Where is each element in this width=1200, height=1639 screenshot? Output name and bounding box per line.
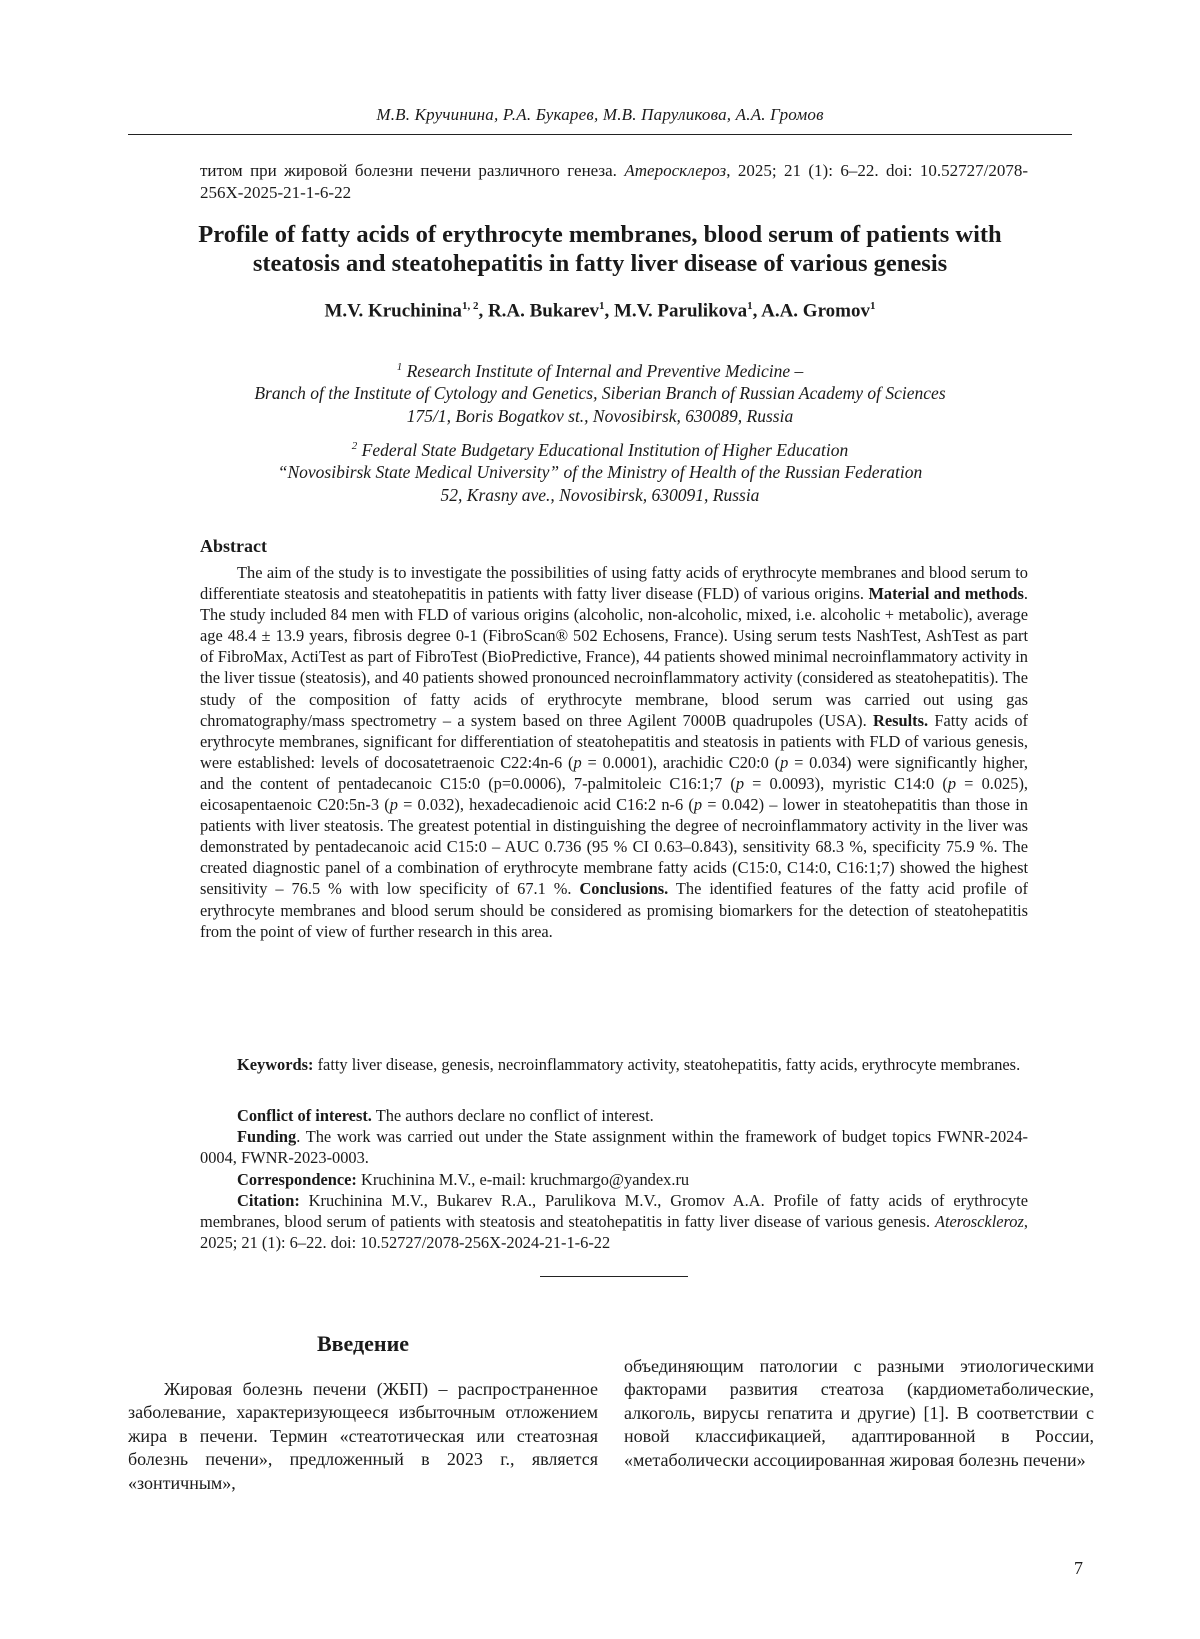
abstract-body — [200, 562, 1028, 942]
intro-left-column: Жировая болезнь печени (ЖБП) – распространенное заболевание, характеризующееся избыточным отложением жира в печени. Термин «стеатотическая или стеатозная болезнь печени», предложенный в 2023 г., является «зонтичным», — [128, 1378, 598, 1495]
author-list — [140, 300, 1060, 322]
top-citation-rest: , 2025; 21 (1): 6–22. doi: 10.52727/2078-256X-2025-21-1-6-22 — [200, 161, 1028, 202]
author-name: M.V. Kruchinina — [325, 300, 462, 321]
citation — [200, 1190, 1028, 1254]
keywords-text: fatty liver disease, genesis, necroinflammatory activity, steatohepatitis, fatty acids, erythrocyte membranes. — [313, 1055, 1020, 1074]
p-value-symbol: p — [780, 753, 788, 772]
correspondence-text: Kruchinina M.V., e-mail: kruchmargo@yandex.ru — [357, 1170, 689, 1189]
header-rule — [128, 134, 1072, 135]
affiliation-line: 175/1, Boris Bogatkov st., Novosibirsk, 630089, Russia — [140, 405, 1060, 428]
citation-rest: , 2025; 21 (1): 6–22. doi: 10.52727/2078-256X-2024-21-1-6-22 — [200, 1212, 1028, 1252]
results-label: Results. — [873, 711, 928, 730]
correspondence — [200, 1169, 1028, 1190]
affiliation-mark: 1 — [397, 361, 403, 373]
abstract-heading: Abstract — [200, 536, 267, 557]
results-text: = 0.0001), arachidic C20:0 ( — [582, 753, 780, 772]
funding-label: Funding — [237, 1127, 296, 1146]
top-citation-journal: Атеросклероз — [624, 161, 726, 180]
author-affiliation-mark: 1 — [747, 300, 753, 312]
funding — [200, 1126, 1028, 1168]
author-separator: , — [604, 300, 614, 321]
affiliation-line: “Novosibirsk State Medical University” of the Ministry of Health of the Russian Federation — [140, 461, 1060, 484]
funding-text: . The work was carried out under the State assignment within the framework of budget topics FWNR-2024-0004, FWNR-2023-0003. — [200, 1127, 1028, 1167]
methods-label: Material and methods — [868, 584, 1023, 603]
affiliation-line: 52, Krasny ave., Novosibirsk, 630091, Russia — [140, 484, 1060, 507]
page-number: 7 — [1074, 1558, 1083, 1579]
author-affiliation-mark: 1 — [870, 300, 876, 312]
abstract-aim: The aim of the study is to investigate the possibilities of using fatty acids of erythrocyte membranes and blood serum to differentiate steatosis and steatohepatitis in patients with fatty liver disease (FLD) of various origins. — [200, 563, 1028, 603]
citation-text: Kruchinina M.V., Bukarev R.A., Parulikova M.V., Gromov A.A. Profile of fatty acids of erythrocyte membranes, blood serum of patients with steatosis and steatohepatitis in fatty liver disease of various genesis. — [200, 1191, 1028, 1231]
conflict-of-interest — [200, 1105, 1028, 1126]
article-meta — [200, 1105, 1028, 1253]
results-text: = 0.034) were significantly higher, and the content of pentadecanoic C15:0 (p=0.0006), 7-palmitoleic C16:1;7 ( — [200, 753, 1028, 793]
correspondence-label: Correspondence: — [237, 1170, 357, 1189]
p-value-symbol: p — [948, 774, 956, 793]
keywords — [200, 1054, 1028, 1075]
conflict-label: Conflict of interest. — [237, 1106, 372, 1125]
author-affiliation-mark: 1 — [599, 300, 605, 312]
p-value-symbol: p — [694, 795, 702, 814]
affiliation-line: Research Institute of Internal and Preventive Medicine – — [407, 361, 804, 381]
author-name: A.A. Gromov — [761, 300, 870, 321]
affiliation-1 — [140, 356, 1060, 427]
p-value-symbol: p — [736, 774, 744, 793]
intro-heading: Введение — [128, 1331, 598, 1357]
intro-right-column: объединяющим патологии с разными этиологическими факторами развития стеатоза (кардиометаболические, алкоголь, вирусы гепатита и другие) [1]. В соответствии с новой классификацией, адаптированной в России, «метаболически ассоциированная жировая болезнь печени» — [624, 1355, 1094, 1472]
journal-page — [0, 0, 1200, 1639]
section-divider — [540, 1276, 688, 1277]
article-title-line-2: steatosis and steatohepatitis in fatty liver disease of various genesis — [140, 249, 1060, 278]
affiliation-mark: 2 — [352, 440, 358, 452]
keywords-label: Keywords: — [237, 1055, 313, 1074]
methods-text: . The study included 84 men with FLD of various origins (alcoholic, non-alcoholic, mixed, i.e. alcoholic + metabolic), average age 48.4 ± 13.9 years, fibrosis degree 0-1 (FibroScan® 502 Echosens, France). Using serum tests NashTest, AshTest as part of FibroMax, ActiTest as part of FibroTest (BioPredictive, France), 44 patients showed minimal necroinflammatory activity in the liver tissue (steatosis), and 40 patients showed pronounced necroinflammatory activity (considered as steatohepatitis). The study of the composition of fatty acids of erythrocyte membrane, blood serum was carried out using gas chromatography/mass spectrometry – a system based on three Agilent 7000B quadrupoles (USA). — [200, 584, 1028, 730]
top-citation-continuation — [200, 160, 1028, 204]
results-text: = 0.032), hexadecadienoic acid C16:2 n-6 ( — [398, 795, 694, 814]
author-separator: , — [753, 300, 761, 321]
author-affiliation-mark: 1, 2 — [462, 300, 479, 312]
running-head: М.В. Кручинина, Р.А. Букарев, М.В. Паруликова, А.А. Громов — [128, 105, 1072, 125]
affiliation-line: Branch of the Institute of Cytology and Genetics, Siberian Branch of Russian Academy of Sciences — [140, 382, 1060, 405]
author-name: M.V. Parulikova — [614, 300, 747, 321]
citation-journal: Aterosckleroz — [935, 1212, 1024, 1231]
affiliation-line: Federal State Budgetary Educational Institution of Higher Education — [362, 440, 849, 460]
article-title — [140, 220, 1060, 278]
conflict-text: The authors declare no conflict of interest. — [372, 1106, 654, 1125]
affiliation-2 — [140, 435, 1060, 506]
article-title-line-1: Profile of fatty acids of erythrocyte membranes, blood serum of patients with — [140, 220, 1060, 249]
conclusions-text: The identified features of the fatty acid profile of erythrocyte membranes and blood serum should be considered as promising biomarkers for the detection of steatohepatitis from the point of view of further research in this area. — [200, 879, 1028, 940]
p-value-symbol: p — [390, 795, 398, 814]
results-text: Fatty acids of erythrocyte membranes, significant for differentiation of steatohepatitis and steatosis in patients with FLD of various genesis, were established: levels of docosatetraenoic C22:4n-6 ( — [200, 711, 1028, 772]
author-name: R.A. Bukarev — [488, 300, 599, 321]
results-text: = 0.042) – lower in steatohepatitis than those in patients with liver steatosis. The greatest potential in distinguishing the degree of necroinflammatory activity in the liver was demonstrated by pentadecanoic acid C15:0 – AUC 0.736 (95 % CI 0.63–0.843), sensitivity 68.3 %, specificity 75.9 %. The created diagnostic panel of a combination of erythrocyte membrane fatty acids (C15:0, C14:0, C16:1;7) showed the highest sensitivity – 76.5 % with low specificity of 67.1 %. — [200, 795, 1028, 898]
citation-label: Citation: — [237, 1191, 300, 1210]
results-text: = 0.0093), myristic C14:0 ( — [744, 774, 948, 793]
conclusions-label: Conclusions. — [579, 879, 668, 898]
p-value-symbol: p — [573, 753, 581, 772]
top-citation-text: титом при жировой болезни печени различного генеза. — [200, 161, 617, 180]
author-separator: , — [478, 300, 488, 321]
results-text: = 0.025), eicosapentaenoic C20:5n-3 ( — [200, 774, 1028, 814]
